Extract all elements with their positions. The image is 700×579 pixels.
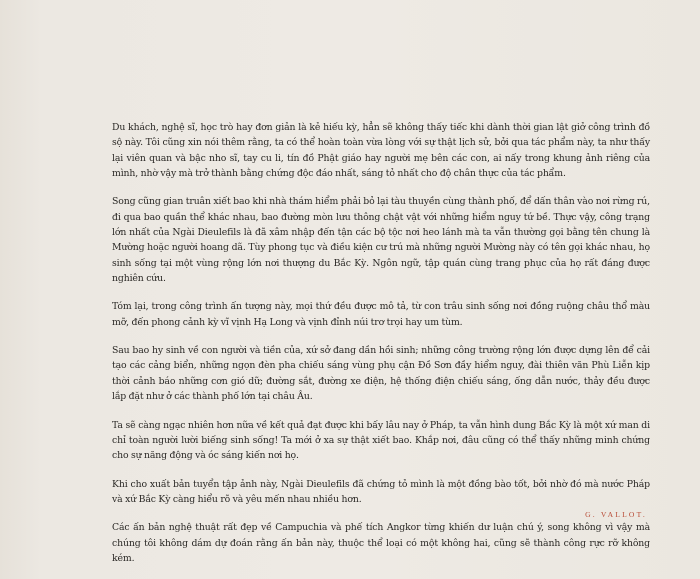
paragraph-7: Các ấn bản nghệ thuật rất đẹp về Campuchia và phế tích Angkor từng khiến dư luận chú ý, song không vì vậy mà chúng tôi không dám dự đoán rằng ấn bản này, thuộc thể loại có một không hai, cũng sẽ thành công rực rỡ không kém. [112,522,650,564]
paragraph-4: Sau bao hy sinh về con người và tiền của, xứ sở đang dần hồi sinh; những công trường rộng lớn được dựng lên để cải tạo các cảng biển, những ngọn đèn pha chiếu sáng vùng phụ cận Đồ Sơn đầy hiểm nguy, đài thiên văn Phù Liễn kịp thời cảnh báo những cơn gió dữ; đường sắt, đường xe điện, hệ thống điện chiếu sáng, ống dẫn nước, thảy đều được lắp đặt như ở các thành phố lớn tại châu Âu. [112,345,650,403]
paragraph-5: Ta sẽ càng ngạc nhiên hơn nữa về kết quả đạt được khi bấy lâu nay ở Pháp, ta vẫn hình dung Bắc Kỳ là một xứ man di chỉ toàn người lười biếng sinh sống! Ta mới ở xa sự thật xiết bao. Khắp nơi, đâu cũng có thể thấy những minh chứng cho sự năng động và óc sáng kiến nơi họ. [112,419,650,462]
paragraph-2: Song cũng gian truân xiết bao khi nhà thám hiểm phải bỏ lại tàu thuyền cùng thành phố, để dấn thân vào nơi rừng rú, đi qua bao quần thể khác nhau, bao đường mòn lưu thông chật vật với những hiểm nguy tứ bề. Thực vậy, công trạng lớn nhất của Ngài Dieulefils là đã xâm nhập đến tận các bộ tộc nơi heo lánh mà ta vẫn thường gọi bằng tên chung là Mường hoặc người hoang dã. Tùy phong tục và điều kiện cư trú mà những người Mường này có tên gọi khác nhau, họ sinh sống tại một vùng rộng lớn nơi thượng du Bắc Kỳ. Ngôn ngữ, tập quán cùng trang phục của họ rất đáng được nghiên cứu. [112,196,650,284]
author-signature: G. VALLOT. [585,510,647,519]
body-text [112,120,650,579]
paragraph-6: Khi cho xuất bản tuyển tập ảnh này, Ngài Dieulefils đã chứng tỏ mình là một đồng bào tốt, bởi nhờ đó mà nước Pháp và xứ Bắc Kỳ càng hiểu rõ và yêu mến nhau nhiều hơn. [112,478,650,505]
paragraph-1: Du khách, nghệ sĩ, học trò hay đơn giản là kẻ hiếu kỳ, hẳn sẽ không thấy tiếc khi dành thời gian lật giở công trình đồ sộ này. Tôi cũng xin nói thêm rằng, ta có thể hoàn toàn vừa lòng với sự thật lịch sử, bởi qua tác phẩm này, ta như thấy lại viên quan và bậc nho sĩ, tay cu li, tín đồ Phật giáo hay người mẹ bên các con, ai nấy trong khung ảnh riêng của mình, nhờ vậy mà trở thành bằng chứng độc đáo nhất, sáng tỏ nhất cho độ chân thực của tác phẩm. [112,122,650,179]
paragraph-3: Tóm lại, trong công trình ấn tượng này, mọi thứ đều được mô tả, từ con trâu sinh sống nơi đồng ruộng châu thổ màu mỡ, đến phong cảnh kỳ vĩ vịnh Hạ Long và vịnh đỉnh núi trơ trọi hay um tùm. [112,301,650,328]
